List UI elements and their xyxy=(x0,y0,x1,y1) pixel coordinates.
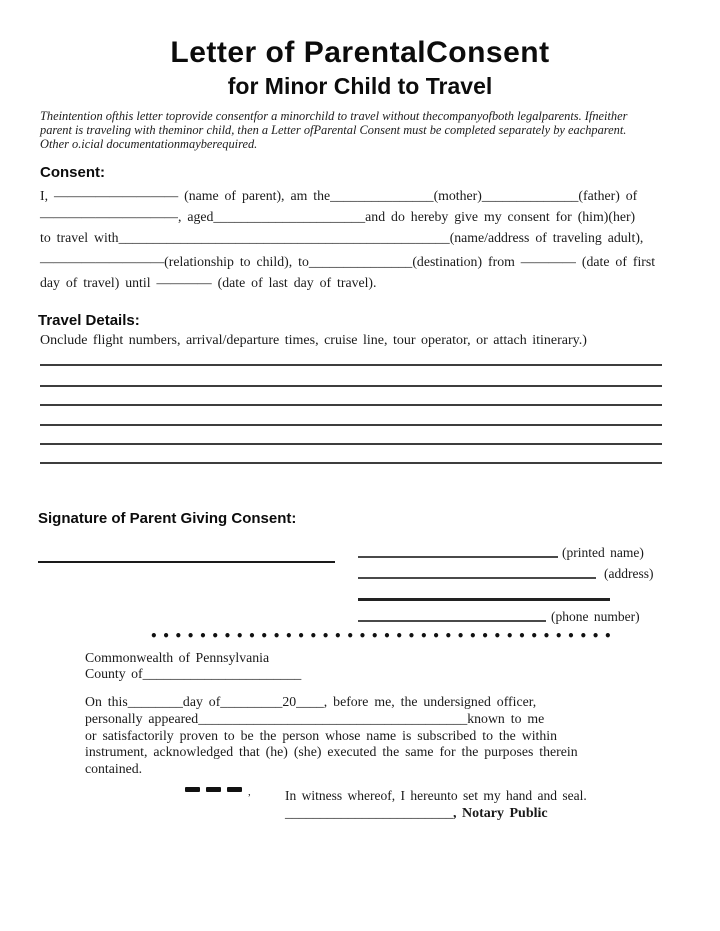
notary-line: On this________day of_________20____, before me, the undersigned officer, xyxy=(85,694,537,709)
address-line xyxy=(358,577,596,579)
county-line: County of_______________________ xyxy=(85,666,302,681)
phone-line xyxy=(358,620,546,622)
consent-heading: Consent: xyxy=(40,164,105,181)
ruled-line xyxy=(40,462,662,464)
consent-line: day of travel) until ———— (date of last day of travel). xyxy=(40,275,377,290)
seal-comma: , xyxy=(248,786,251,798)
notary-public-label: , Notary Public xyxy=(453,806,548,821)
printed-name-line xyxy=(358,556,558,558)
notary-signature-row xyxy=(285,806,548,822)
dash-mark-icon xyxy=(206,787,221,792)
notary-line: instrument, acknowledged that (he) (she) executed the same for the purposes therein xyxy=(85,744,578,760)
ruled-line xyxy=(40,424,662,426)
travel-details-heading: Travel Details: xyxy=(38,312,140,329)
dash-mark-icon xyxy=(185,787,200,792)
disclaimer-line: Theintention ofthis letter toprovide consentfor a minorchild to travel without thecompanyofboth legalparents. Ifneither xyxy=(40,109,628,123)
consent-line: to travel with________________________________________________(name/address of traveling adult), xyxy=(40,230,644,245)
ruled-line xyxy=(40,404,662,406)
ruled-line xyxy=(40,364,662,366)
ruled-line xyxy=(40,385,662,387)
disclaimer-line: parent is traveling with theminor child, then a Letter ofParental Consent must be completed separately by eachparent. xyxy=(40,122,627,137)
seal-dash-marks xyxy=(185,783,251,798)
travel-details-note: Onclude flight numbers, arrival/departure times, cruise line, tour operator, or attach itinerary.) xyxy=(40,333,587,348)
notary-paragraph xyxy=(85,694,655,778)
consent-line: ——————————, aged______________________and do hereby give my consent for (him)(her) xyxy=(40,209,636,224)
document-subtitle: for Minor Child to Travel xyxy=(227,73,493,99)
dash-mark-icon xyxy=(227,787,242,792)
address-label: (address) xyxy=(604,566,654,581)
notary-signature-blank: ________________________ xyxy=(285,806,453,821)
notary-line: personally appeared_______________________________________known to me xyxy=(85,710,545,726)
signature-heading: Signature of Parent Giving Consent: xyxy=(38,510,297,527)
ruled-line xyxy=(40,443,662,445)
disclaimer-line: Other o.icial documentationmayberequired. xyxy=(40,136,258,151)
signature-line xyxy=(38,561,335,563)
witness-line: In witness whereof, I hereunto set my hand and seal. xyxy=(285,788,587,803)
document-title: Letter of ParentalConsent xyxy=(170,36,550,69)
notary-line: or satisfactorily proven to be the person whose name is subscribed to the within xyxy=(85,727,557,743)
state-line: Commonwealth of Pennsylvania xyxy=(85,650,270,665)
address-line-2 xyxy=(358,598,610,601)
dotted-separator: •••••••••••••••••••••••••••••••••••••• xyxy=(150,629,617,643)
phone-label: (phone number) xyxy=(551,609,640,624)
printed-name-label: (printed name) xyxy=(562,545,644,560)
notary-line: contained. xyxy=(85,761,143,777)
disclaimer-paragraph xyxy=(40,110,676,151)
consent-line: I, ————————— (name of parent), am the_______________(mother)______________(father) of xyxy=(40,188,638,203)
consent-line: —————————(relationship to child), to_______________(destination) from ———— (date of first xyxy=(40,254,656,269)
consent-paragraph xyxy=(40,185,700,293)
